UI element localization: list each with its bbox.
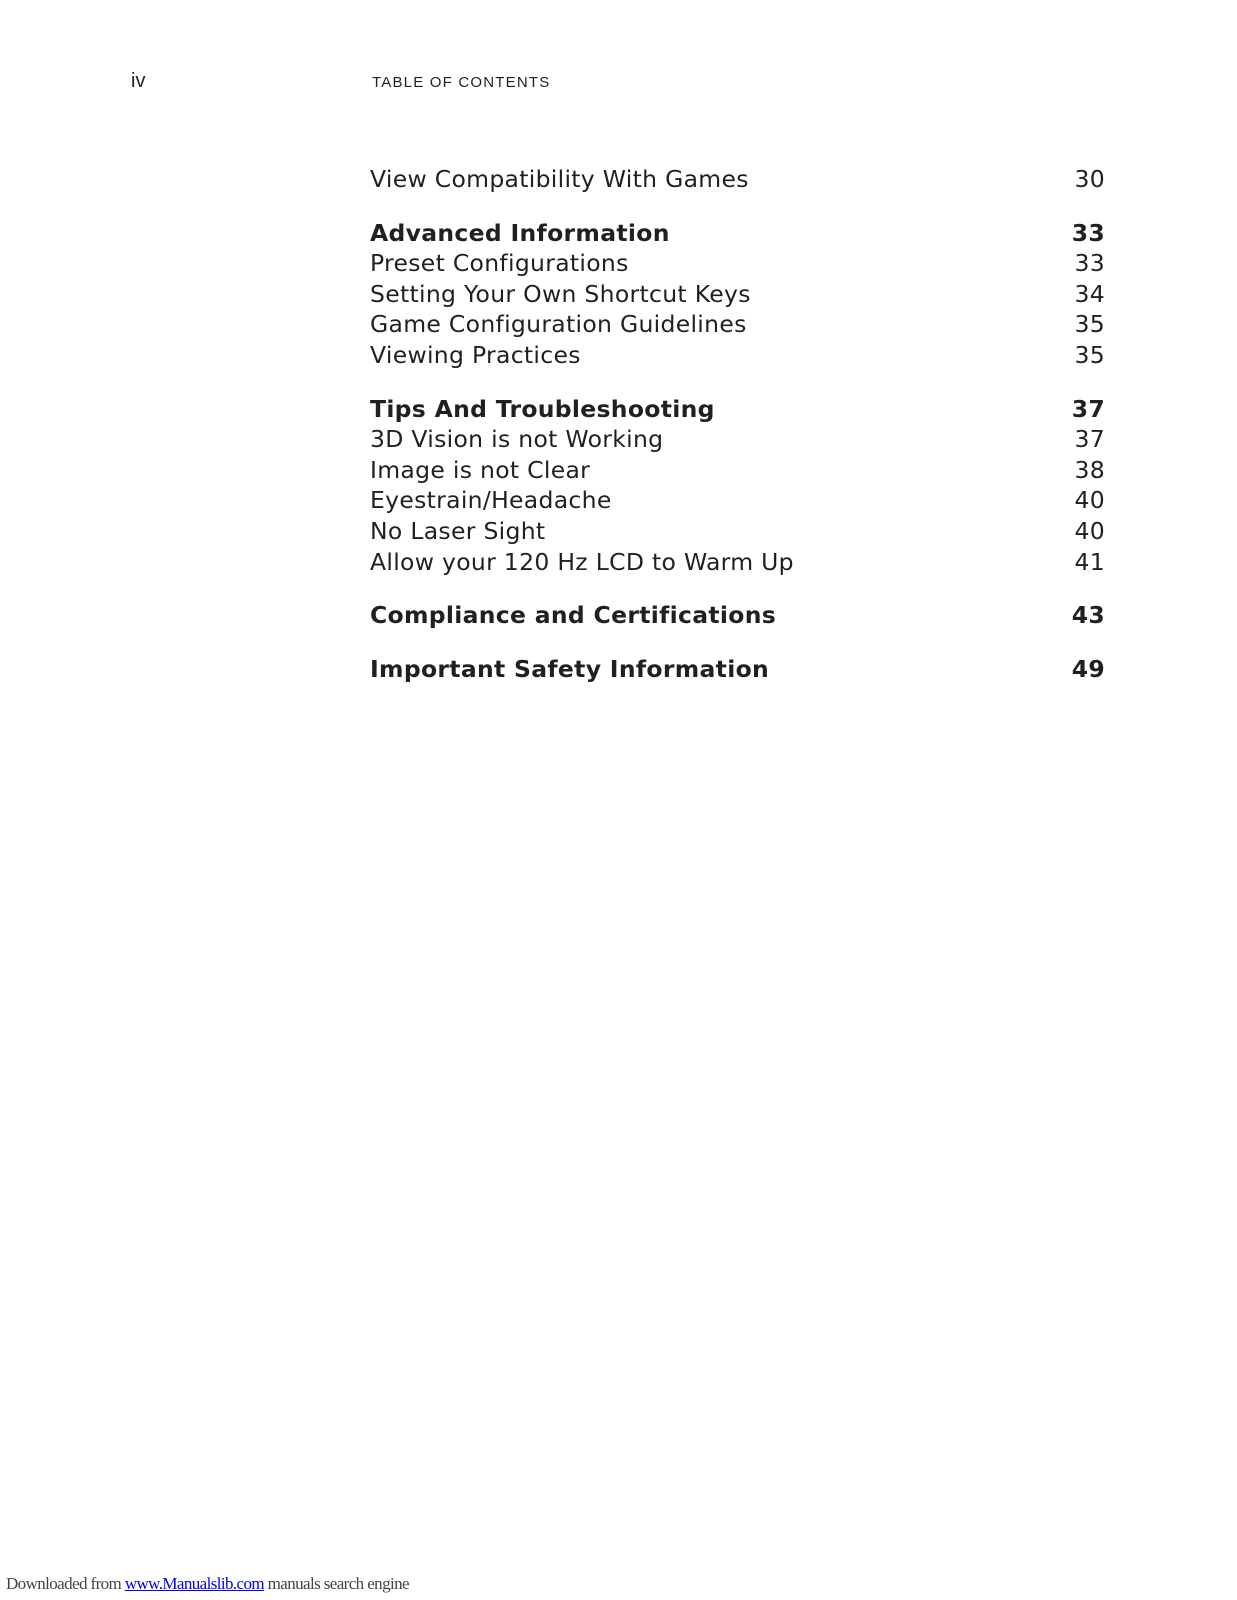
running-header: TABLE OF CONTENTS bbox=[372, 74, 551, 91]
manualslib-link[interactable]: www.Manualslib.com bbox=[124, 1574, 265, 1593]
toc-entry-page: 41 bbox=[1074, 547, 1105, 576]
toc-section bbox=[370, 218, 1105, 371]
toc-entry-page: 33 bbox=[1071, 218, 1105, 247]
toc-entry bbox=[370, 455, 1105, 486]
toc-entry-page: 35 bbox=[1074, 340, 1105, 369]
toc-section bbox=[370, 164, 1105, 195]
toc-entry-title: View Compatibility With Games bbox=[370, 165, 749, 193]
toc-entry bbox=[370, 485, 1105, 516]
toc-heading-entry bbox=[370, 218, 1105, 249]
toc-entry-title: Compliance and Certifications bbox=[370, 601, 777, 630]
toc-entry-page: 38 bbox=[1074, 455, 1105, 484]
toc-heading-entry bbox=[370, 394, 1105, 425]
toc-entry bbox=[370, 547, 1105, 578]
toc-entry-title: Allow your 120 Hz LCD to Warm Up bbox=[370, 547, 794, 576]
toc-entry-title: Setting Your Own Shortcut Keys bbox=[370, 279, 751, 308]
page-number: iv bbox=[131, 70, 146, 92]
toc-entry-title: No Laser Sight bbox=[370, 516, 546, 545]
toc-entry bbox=[370, 279, 1105, 310]
toc-entry-title: Advanced Information bbox=[370, 218, 670, 247]
toc-entry-title: Game Configuration Guidelines bbox=[370, 310, 747, 339]
toc-entry-page: 37 bbox=[1074, 425, 1105, 454]
toc-entry-page: 40 bbox=[1074, 486, 1105, 515]
toc-entry-page: 43 bbox=[1071, 601, 1105, 630]
footer-suffix: manuals search engine bbox=[264, 1574, 409, 1593]
toc-entry-title: Preset Configurations bbox=[370, 249, 629, 278]
toc-entry bbox=[370, 424, 1105, 455]
toc-entry-title: Important Safety Information bbox=[370, 654, 770, 683]
toc-heading-entry bbox=[370, 654, 1105, 685]
toc-entry-title: Image is not Clear bbox=[370, 455, 591, 484]
toc-section bbox=[370, 394, 1105, 578]
table-of-contents bbox=[370, 164, 1105, 707]
toc-entry-page: 35 bbox=[1074, 310, 1105, 339]
toc-entry bbox=[370, 516, 1105, 547]
toc-entry bbox=[370, 248, 1105, 279]
toc-entry bbox=[370, 340, 1105, 371]
toc-entry-title: Tips And Troubleshooting bbox=[370, 394, 715, 423]
footer-prefix: Downloaded from bbox=[6, 1574, 125, 1593]
download-footer bbox=[6, 1574, 409, 1594]
toc-entry bbox=[370, 164, 1105, 195]
toc-heading-entry bbox=[370, 600, 1105, 631]
toc-section bbox=[370, 654, 1105, 685]
toc-entry-title: 3D Vision is not Working bbox=[370, 425, 664, 454]
toc-entry-page: 49 bbox=[1071, 654, 1105, 683]
toc-entry-page: 37 bbox=[1071, 394, 1105, 423]
toc-entry bbox=[370, 309, 1105, 340]
toc-entry-page: 34 bbox=[1074, 279, 1105, 308]
toc-entry-page: 30 bbox=[1074, 165, 1105, 193]
toc-entry-page: 33 bbox=[1074, 249, 1105, 278]
toc-entry-title: Viewing Practices bbox=[370, 340, 581, 369]
toc-entry-page: 40 bbox=[1074, 516, 1105, 545]
toc-entry-title: Eyestrain/Headache bbox=[370, 486, 612, 515]
toc-section bbox=[370, 600, 1105, 631]
